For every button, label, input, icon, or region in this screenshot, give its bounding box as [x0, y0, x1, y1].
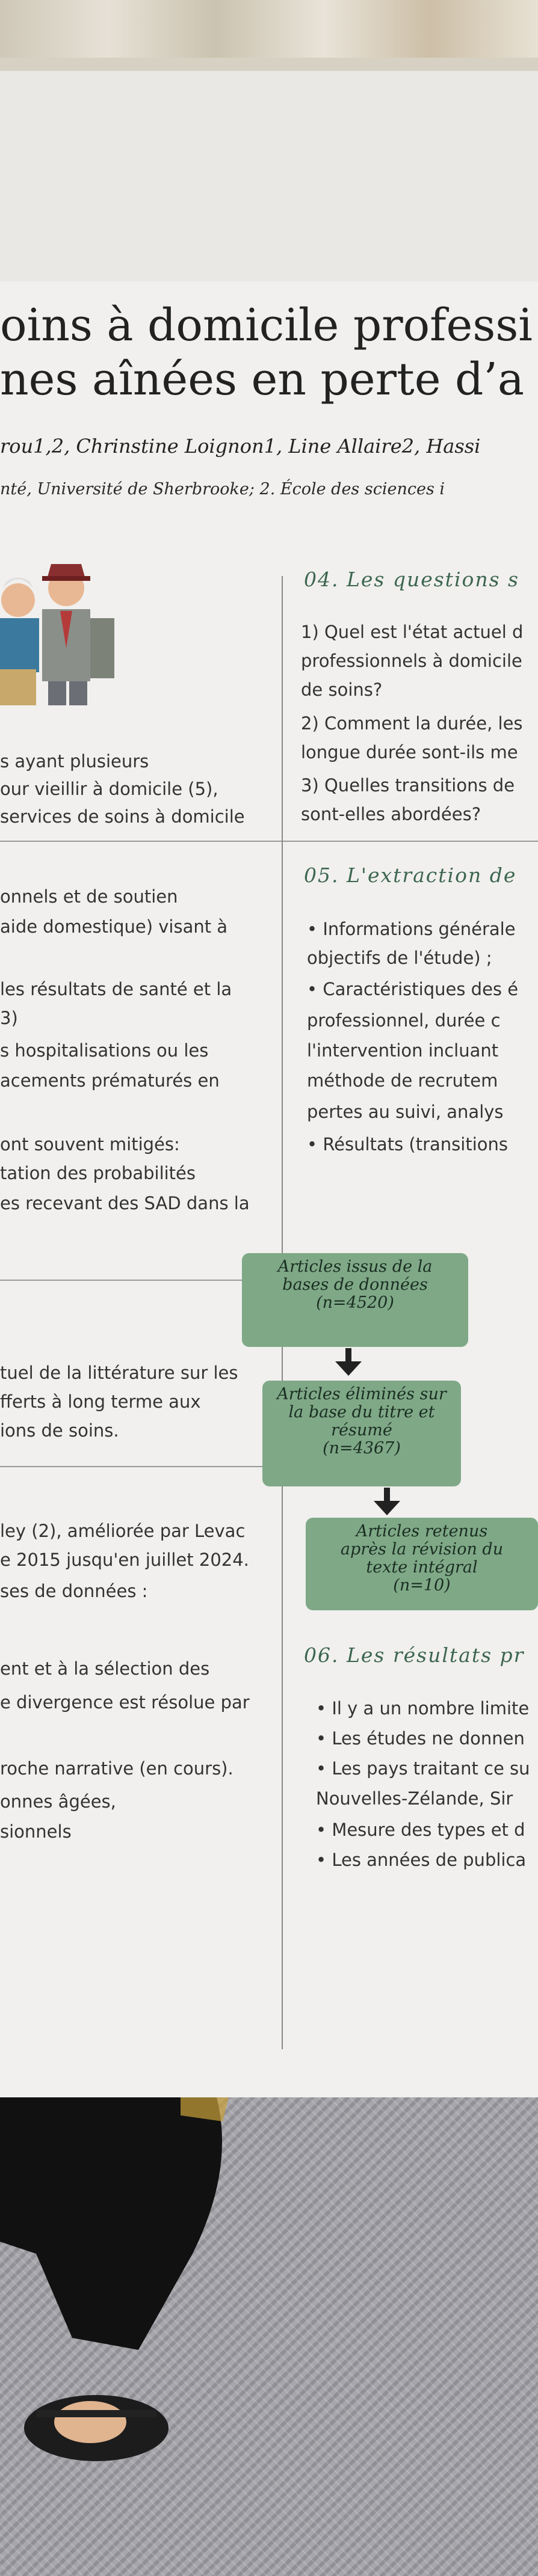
flow-box-text: Articles éliminés sur [277, 1385, 447, 1403]
poster [0, 71, 538, 2097]
extraction-line: • Informations générale [307, 919, 516, 939]
question-line: 2) Comment la durée, les [301, 713, 523, 734]
flow-arrow-1-head [335, 1361, 362, 1376]
section-05-title: 05. L'extraction de [304, 863, 517, 887]
objective-line: ions de soins. [0, 1420, 119, 1441]
context-line: acements prématurés en [0, 1070, 220, 1091]
question-line: 3) Quelles transitions de [301, 775, 515, 796]
flow-box-text: Articles retenus [356, 1522, 488, 1541]
section-divider [283, 841, 538, 842]
question-line: professionnels à domicile [301, 651, 522, 671]
question-line: de soins? [301, 679, 383, 700]
elderly-couple-illustration [0, 546, 132, 708]
extraction-line: pertes au suivi, analys [307, 1102, 504, 1122]
section-divider [0, 1280, 283, 1281]
flow-box-text: texte intégral [366, 1558, 478, 1577]
flow-box-text: (n=4520) [316, 1293, 394, 1312]
results-line: Nouvelles-Zélande, Sir [316, 1788, 513, 1809]
method-line: e divergence est résolue par [0, 1692, 250, 1713]
flow-arrow-2-head [374, 1501, 400, 1515]
poster-rail [0, 58, 538, 71]
results-line: • Mesure des types et d [316, 1820, 525, 1840]
poster-authors: rou1,2, Chrinstine Loignon1, Line Allaire2, Hassi [0, 435, 481, 458]
results-line: • Il y a un nombre limite [316, 1698, 530, 1719]
extraction-line: professionnel, durée c [307, 1010, 501, 1031]
method-line: e 2015 jusqu'en juillet 2024. [0, 1550, 249, 1570]
section-04-title: 04. Les questions s [304, 568, 519, 591]
question-line: 1) Quel est l'état actuel d [301, 622, 524, 642]
context-line: s hospitalisations ou les [0, 1040, 209, 1061]
method-line: ent et à la sélection des [0, 1658, 210, 1679]
results-line: • Les études ne donnen [316, 1728, 525, 1749]
context-line: es recevant des SAD dans la [0, 1193, 250, 1213]
results-line: • Les pays traitant ce su [316, 1758, 530, 1779]
extraction-line: objectifs de l'étude) ; [307, 948, 492, 968]
flow-box-text: (n=4367) [323, 1439, 401, 1458]
extraction-line: méthode de recrutem [307, 1070, 498, 1091]
extraction-line: • Résultats (transitions [307, 1134, 508, 1155]
context-line: les résultats de santé et la [0, 979, 232, 999]
method-line: ses de données : [0, 1581, 148, 1601]
context-line: tation des probabilités [0, 1163, 196, 1183]
context-line: onnels et de soutien [0, 886, 178, 907]
method-line: roche narrative (en cours). [0, 1758, 233, 1779]
intro-line: services de soins à domicile [0, 806, 245, 827]
flow-box-text: (n=10) [393, 1576, 451, 1595]
flow-box-identified [242, 1253, 468, 1347]
flow-arrow-2 [384, 1488, 390, 1502]
question-line: sont-elles abordées? [301, 804, 481, 824]
question-line: longue durée sont-ils me [301, 742, 518, 762]
poster-affiliation: nté, Université de Sherbrooke; 2. École des sciences i [0, 480, 445, 498]
poster-header-band [0, 71, 538, 281]
method-line: ley (2), améliorée par Levac [0, 1521, 246, 1541]
objective-line: fferts à long terme aux [0, 1391, 201, 1412]
wall-frame [0, 0, 538, 72]
flow-box-text: bases de données [282, 1275, 428, 1294]
section-divider [0, 1466, 283, 1467]
flow-box-text: la base du titre et [288, 1403, 435, 1421]
flow-box-excluded [262, 1381, 461, 1486]
poster-title-line-2: nes aînées en perte d’a [0, 354, 525, 405]
extraction-line: l'intervention incluant [307, 1040, 499, 1061]
context-line: 3) [0, 1008, 18, 1028]
results-line: • Les années de publica [316, 1850, 527, 1870]
intro-line: s ayant plusieurs [0, 751, 149, 771]
flow-box-included [306, 1518, 538, 1610]
poster-title-line-1: oins à domicile professi [0, 299, 533, 351]
extraction-line: • Caractéristiques des é [307, 979, 519, 999]
flow-arrow-1 [345, 1348, 351, 1363]
section-06-title: 06. Les résultats pr [304, 1643, 525, 1667]
section-divider [0, 841, 283, 842]
intro-line: our vieillir à domicile (5), [0, 779, 218, 799]
objective-line: tuel de la littérature sur les [0, 1363, 238, 1383]
context-line: ont souvent mitigés: [0, 1134, 180, 1155]
flow-box-text: Articles issus de la [277, 1257, 433, 1276]
flow-box-text: résumé [331, 1421, 392, 1440]
visitor-legs [0, 2097, 241, 2576]
method-line: sionnels [0, 1821, 72, 1842]
method-line: onnes âgées, [0, 1791, 116, 1812]
context-line: aide domestique) visant à [0, 916, 228, 937]
flow-box-text: après la révision du [340, 1540, 504, 1559]
